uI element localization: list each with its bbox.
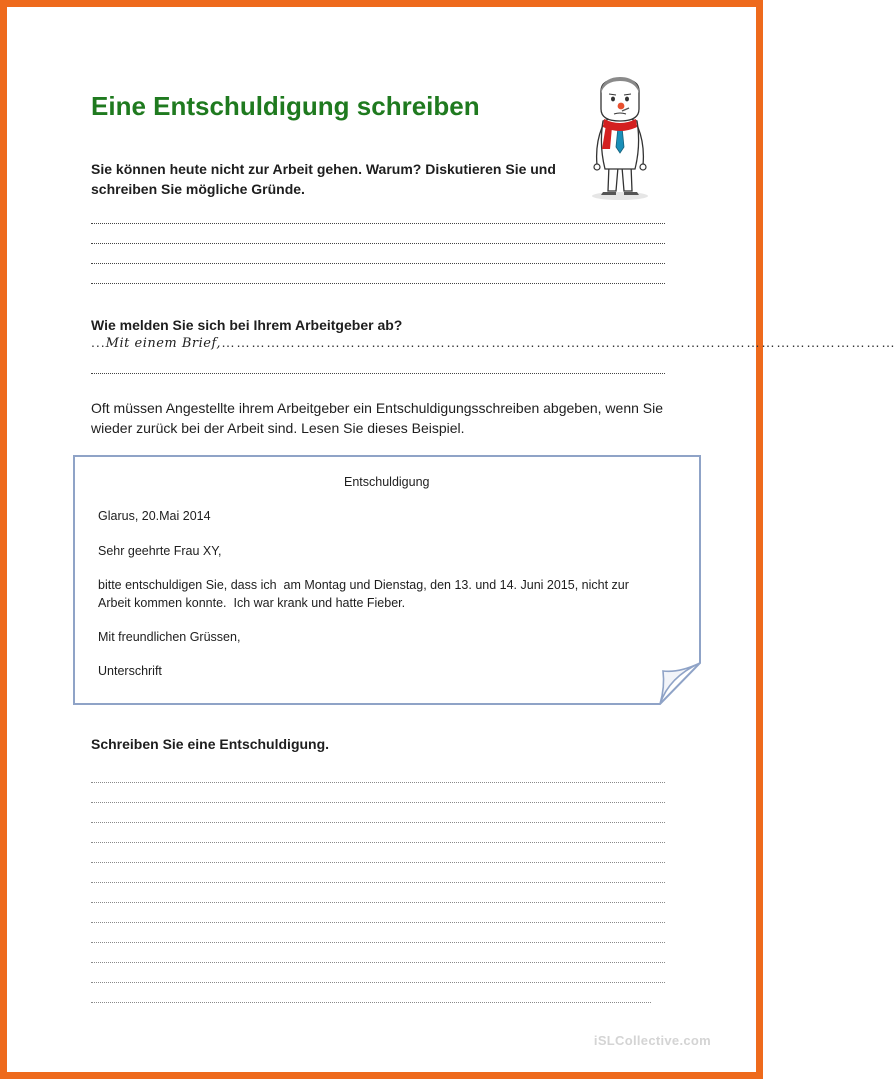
answer-line-5[interactable] bbox=[91, 373, 665, 374]
answer-line-3[interactable] bbox=[91, 263, 665, 264]
writing-line-12[interactable] bbox=[91, 1002, 651, 1003]
answer-example-dots: ……………………………………………………………………………………………………………………… bbox=[220, 334, 896, 350]
question-2: Wie melden Sie sich bei Ihrem Arbeitgeber ab? bbox=[91, 317, 403, 333]
letter-salutation: Sehr geehrte Frau XY, bbox=[98, 544, 222, 558]
letter-closing: Mit freundlichen Grüssen, bbox=[98, 630, 241, 644]
writing-line-9[interactable] bbox=[91, 942, 665, 943]
writing-line-10[interactable] bbox=[91, 962, 665, 963]
task-instruction: Schreiben Sie eine Entschuldigung. bbox=[91, 736, 330, 752]
footer-brand: iSLCollective.com bbox=[593, 1033, 711, 1048]
writing-line-11[interactable] bbox=[91, 982, 665, 983]
answer-lead: ... bbox=[91, 334, 106, 350]
writing-line-2[interactable] bbox=[91, 802, 665, 803]
question-1: Sie können heute nicht zur Arbeit gehen. Warum? Diskutieren Sie und schreiben Sie mögliche Gründe. bbox=[91, 161, 556, 197]
page-title: Eine Entschuldigung schreiben bbox=[91, 91, 480, 121]
answer-line-4[interactable] bbox=[91, 283, 665, 284]
intro-text: Oft müssen Angestellte ihrem Arbeitgeber ein Entschuldigungsschreiben abgeben, wenn Sie wieder zurück bei der Arbeit sind. Lesen Sie dieses Beispiel. bbox=[91, 400, 664, 436]
writing-line-1[interactable] bbox=[91, 782, 665, 783]
letter-body-line-1: bitte entschuldigen Sie, dass ich am Montag und Dienstag, den 13. und 14. Juni 2015, nicht zur bbox=[98, 578, 629, 592]
answer-line-2[interactable] bbox=[91, 243, 665, 244]
letter-signature: Unterschrift bbox=[98, 664, 162, 678]
writing-line-3[interactable] bbox=[91, 822, 665, 823]
answer-example: Mit einem Brief, bbox=[105, 336, 221, 351]
sick-man-illustration bbox=[585, 75, 655, 201]
writing-line-7[interactable] bbox=[91, 902, 665, 903]
letter-heading: Entschuldigung bbox=[344, 475, 430, 489]
letter-body-line-2: Arbeit kommen konnte. Ich war krank und hatte Fieber. bbox=[98, 596, 406, 610]
example-letter bbox=[73, 455, 701, 705]
writing-line-6[interactable] bbox=[91, 882, 665, 883]
writing-line-4[interactable] bbox=[91, 842, 665, 843]
writing-line-8[interactable] bbox=[91, 922, 665, 923]
answer-line-1[interactable] bbox=[91, 223, 665, 224]
letter-place-date: Glarus, 20.Mai 2014 bbox=[98, 509, 211, 523]
answer-example-line[interactable] bbox=[91, 334, 896, 356]
writing-line-5[interactable] bbox=[91, 862, 665, 863]
